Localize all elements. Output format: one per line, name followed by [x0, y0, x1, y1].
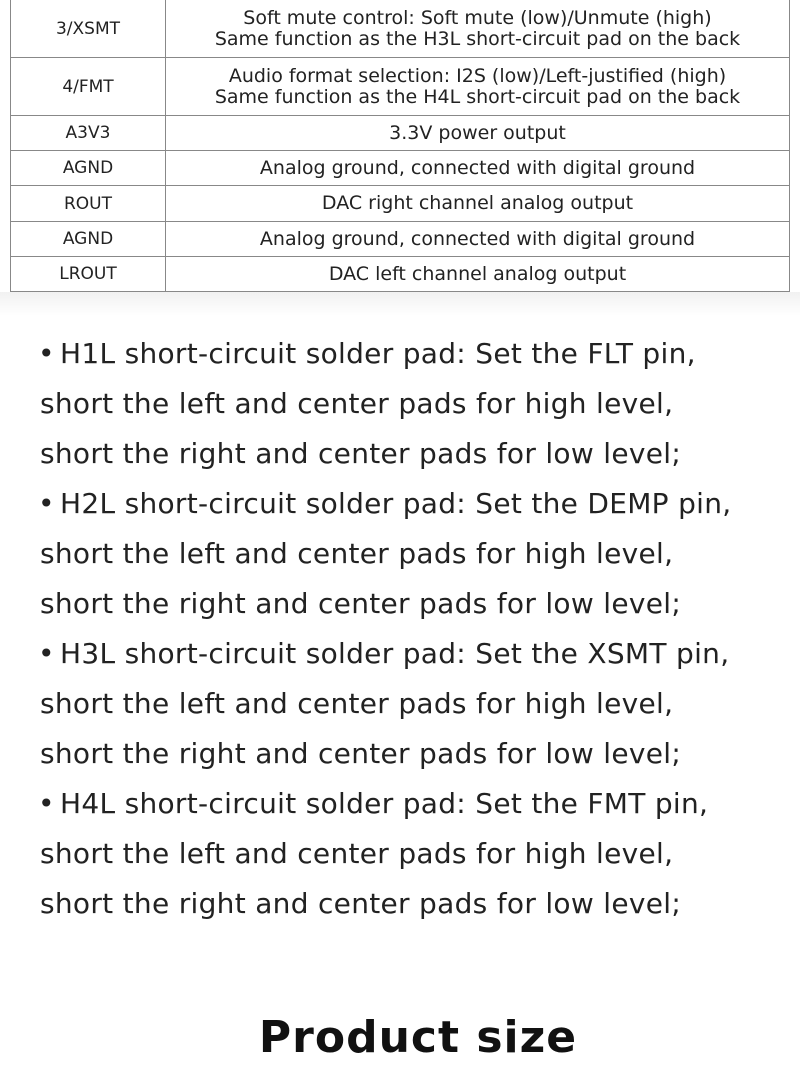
list-item: [40, 329, 780, 479]
table-row: [11, 57, 789, 115]
pin-description-line: Analog ground, connected with digital ground: [259, 156, 696, 179]
table-row: [11, 256, 789, 291]
pin-description: [166, 222, 789, 256]
note-line: short the right and center pads for low level;: [40, 437, 682, 470]
pin-description-line: Same function as the H3L short-circuit pad on the back: [214, 27, 741, 50]
pin-description: [166, 116, 789, 150]
pin-description: [166, 58, 789, 115]
pin-description-line: DAC right channel analog output: [321, 192, 634, 214]
pin-name: AGND: [11, 151, 166, 185]
pin-description-line: DAC left channel analog output: [328, 262, 627, 285]
list-item: [40, 479, 780, 629]
pin-description-line: Soft mute control: Soft mute (low)/Unmute (high): [243, 6, 712, 29]
pin-description-line: 3.3V power output: [389, 121, 566, 144]
pin-name: AGND: [11, 222, 166, 256]
note-line: short the left and center pads for high level,: [40, 687, 674, 720]
pin-name: LROUT: [11, 257, 166, 291]
note-title: H1L short-circuit solder pad: Set the FLT pin,: [60, 337, 696, 370]
section-title: Product size: [258, 1012, 578, 1063]
divider-band: [0, 292, 800, 316]
note-line: short the left and center pads for high level,: [40, 537, 674, 570]
table-row: [11, 185, 789, 221]
pin-description: [166, 151, 789, 185]
list-item: [40, 629, 780, 779]
note-line: short the right and center pads for low level;: [40, 737, 682, 770]
table-row: [11, 150, 789, 185]
note-line: short the right and center pads for low level;: [40, 887, 682, 920]
table-row: [11, 221, 789, 256]
note-line: short the left and center pads for high level,: [40, 387, 674, 420]
pin-name: 3/XSMT: [11, 0, 166, 57]
pin-name: 4/FMT: [11, 58, 166, 115]
pin-description: [166, 0, 789, 57]
note-title: H3L short-circuit solder pad: Set the XSMT pin,: [60, 637, 730, 670]
table-row: [11, 0, 789, 57]
bullet: •: [38, 337, 55, 370]
bullet: •: [38, 787, 55, 820]
pin-description-line: Same function as the H4L short-circuit pad on the back: [214, 85, 741, 108]
note-line: short the right and center pads for low level;: [40, 587, 682, 620]
pin-description: [166, 186, 789, 221]
table-row: [11, 115, 789, 150]
note-line: short the left and center pads for high level,: [40, 837, 674, 870]
bullet: •: [38, 637, 55, 670]
note-title: H4L short-circuit solder pad: Set the FMT pin,: [60, 787, 709, 820]
note-title: H2L short-circuit solder pad: Set the DEMP pin,: [60, 487, 732, 520]
pin-description-line: Audio format selection: I2S (low)/Left-justified (high): [228, 64, 727, 87]
pin-description-line: Analog ground, connected with digital ground: [259, 227, 696, 250]
bullet: •: [38, 487, 55, 520]
list-item: [40, 779, 780, 929]
pin-table: [10, 0, 790, 292]
pin-name: ROUT: [11, 186, 166, 221]
pin-name: A3V3: [11, 116, 166, 150]
pin-description: [166, 257, 789, 291]
solder-pad-notes: [40, 329, 780, 929]
